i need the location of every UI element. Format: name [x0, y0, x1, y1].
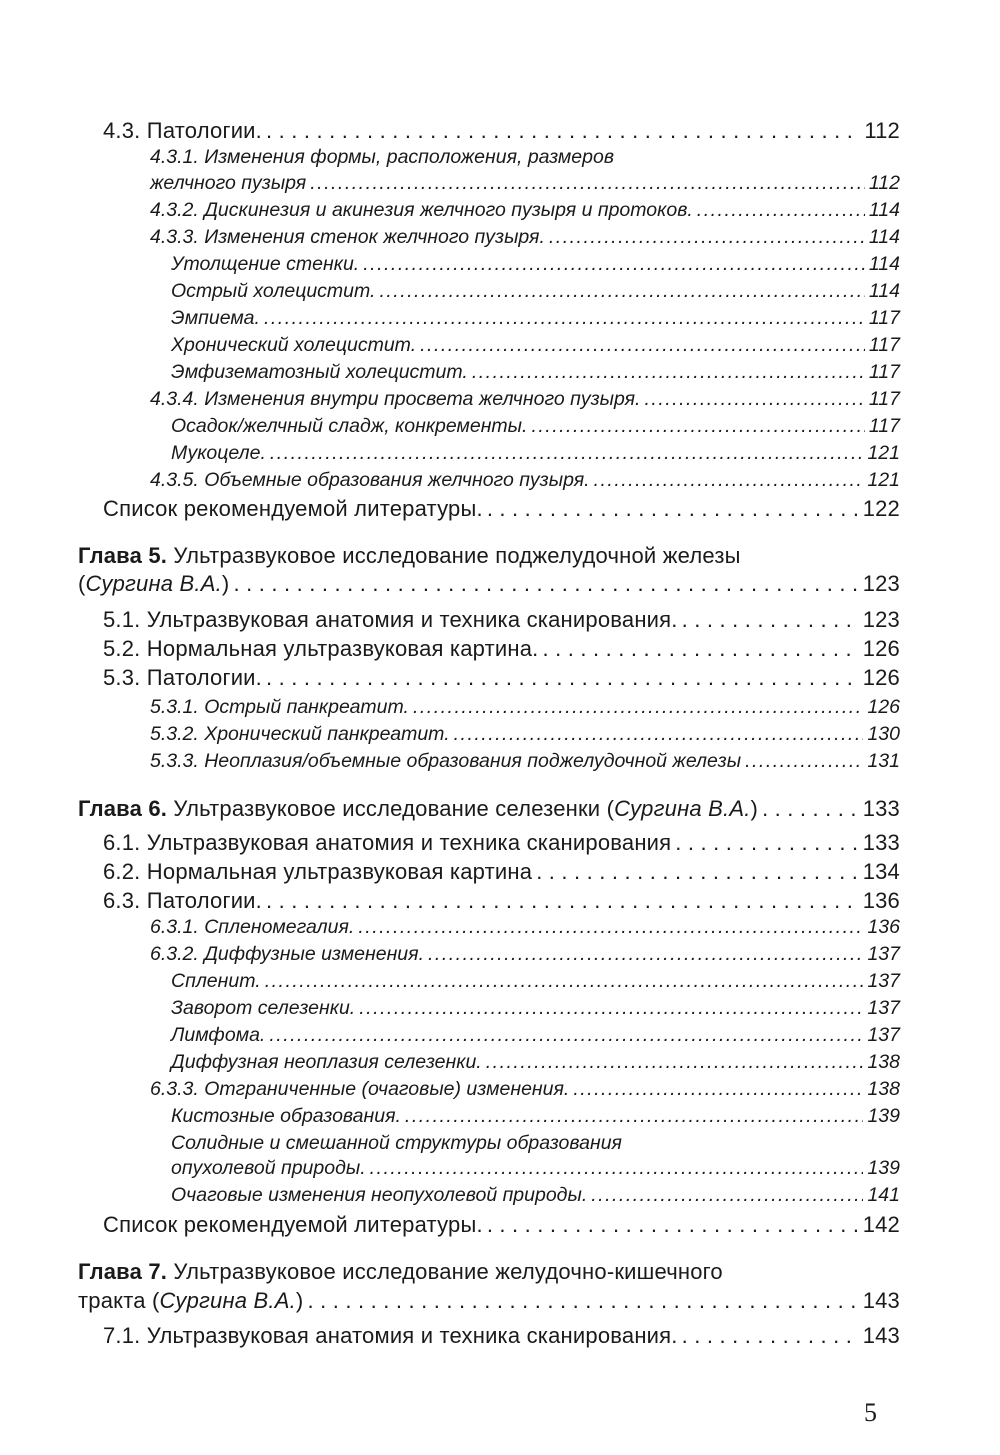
toc-page-number: 114: [868, 253, 900, 275]
dot-leader: [543, 636, 859, 662]
dot-leader: [379, 280, 864, 303]
toc-entry-title: Острый холецистит.: [171, 280, 376, 302]
toc-entry: [171, 361, 900, 384]
dot-leader: [428, 943, 863, 966]
toc-entry: [103, 859, 900, 885]
toc-entry-title: Список рекомендуемой литературы.: [103, 496, 483, 521]
toc-page-number: 121: [867, 442, 900, 464]
toc-entry-title: 4.3.5. Объемные образования желчного пузыря.: [150, 469, 590, 491]
toc-entry-title: 4.3.1. Изменения формы, расположения, размеров: [150, 146, 615, 168]
toc-entry: [171, 1051, 900, 1074]
toc-entry: [103, 665, 900, 691]
dot-leader: [420, 334, 865, 357]
toc-entry: [171, 1184, 900, 1207]
toc-entry-title: желчного пузыря: [150, 172, 307, 194]
toc-entry: [103, 496, 900, 522]
toc-page-number: 139: [867, 1105, 900, 1127]
toc-entry-title: (Сургина В.А.): [78, 571, 230, 596]
toc-entry-title: 5.3.1. Острый панкреатит.: [150, 696, 409, 718]
toc-page-number: 117: [868, 388, 900, 410]
toc-entry-title: Мукоцеле.: [171, 442, 266, 464]
dot-leader: [573, 1078, 863, 1101]
toc-entry: [103, 830, 900, 856]
toc-page-number: 133: [862, 796, 900, 821]
toc-page-number: 117: [868, 415, 900, 437]
toc-entry-title: 6.3. Патологии.: [103, 888, 262, 913]
toc-entry-title: Солидные и смешанной структуры образования: [171, 1132, 622, 1154]
author: Сургина В.А.: [614, 796, 751, 821]
toc-page-number: 126: [862, 665, 900, 690]
dot-leader: [454, 723, 864, 746]
dot-leader: [359, 997, 863, 1020]
page-number: 5: [864, 1398, 877, 1427]
toc-entry: [150, 226, 900, 249]
toc-page-number: 126: [862, 636, 900, 661]
toc-entry: [150, 723, 900, 746]
dot-leader: [310, 172, 865, 195]
toc-entry-title: 5.3. Патологии.: [103, 665, 262, 690]
toc-entry: [150, 146, 900, 169]
toc-page-number: 112: [868, 172, 900, 194]
toc-page-number: 143: [862, 1288, 900, 1313]
toc-entry: [103, 1323, 900, 1349]
dot-leader: [266, 888, 859, 914]
dot-leader: [413, 696, 863, 719]
toc-entry-title: 6.1. Ультразвуковая анатомия и техника сканирования: [103, 830, 672, 855]
toc-entry: [150, 199, 900, 222]
dot-leader: [405, 1105, 864, 1128]
toc-entry: [150, 696, 900, 719]
toc-page-number: 131: [867, 750, 900, 772]
toc-page-number: 126: [867, 696, 900, 718]
toc-entry-title: Утолщение стенки.: [171, 253, 360, 275]
chapter-heading: [78, 543, 900, 569]
dot-leader: [745, 750, 863, 773]
toc-entry: [150, 943, 900, 966]
dot-leader: [270, 442, 864, 465]
dot-leader: [269, 1024, 863, 1047]
toc-entry: [103, 888, 900, 914]
toc-entry: [103, 1212, 900, 1238]
toc-entry: [150, 388, 900, 411]
toc-entry-title: Глава 6. Ультразвуковое исследование селезенки (Сургина В.А.): [78, 796, 759, 821]
toc-page-number: 117: [868, 361, 900, 383]
dot-leader: [536, 859, 859, 885]
chapter-heading: [78, 1259, 900, 1285]
dot-leader: [531, 415, 864, 438]
chapter-label: Глава 7.: [78, 1259, 168, 1284]
dot-leader: [487, 496, 859, 522]
dot-leader: [549, 226, 865, 249]
dot-leader: [682, 1323, 859, 1349]
toc-entry: [171, 280, 900, 303]
toc-entry: [171, 307, 900, 330]
toc-page-number: 114: [868, 280, 900, 302]
toc-page-number: 137: [867, 997, 900, 1019]
dot-leader: [675, 830, 858, 856]
toc-entry: [171, 1024, 900, 1047]
toc-page-number: 137: [867, 1024, 900, 1046]
toc-page-number: 134: [862, 859, 900, 884]
dot-leader: [591, 1184, 863, 1207]
toc-entry: [171, 970, 900, 993]
toc-entry: [150, 750, 900, 773]
author: Сургина В.А.: [159, 1288, 296, 1313]
toc-page-number: 123: [862, 571, 900, 596]
toc-page-number: 136: [867, 916, 900, 938]
toc-entry: [150, 916, 900, 939]
chapter-heading: [78, 796, 900, 822]
toc-page-number: 130: [867, 723, 900, 745]
toc-page-number: 112: [864, 118, 900, 143]
dot-leader: [265, 970, 864, 993]
dot-leader: [266, 118, 860, 144]
toc-entry-title: 6.2. Нормальная ультразвуковая картина: [103, 859, 533, 884]
toc-page-number: 139: [867, 1157, 900, 1179]
toc-entry-title: 6.3.1. Спленомегалия.: [150, 916, 355, 938]
toc-entry: [171, 442, 900, 465]
chapter-label: Глава 6.: [78, 796, 168, 821]
toc-entry-title: Эмпиема.: [171, 307, 260, 329]
toc-entry: [103, 607, 900, 633]
toc-entry: [171, 1132, 900, 1155]
toc-entry: [103, 118, 900, 144]
toc-entry-title: опухолевой природы.: [171, 1157, 366, 1179]
toc-entry: [103, 636, 900, 662]
toc-entry-title: 6.3.2. Диффузные изменения.: [150, 943, 424, 965]
toc-page-number: 133: [862, 830, 900, 855]
toc-entry-title: Хронический холецистит.: [171, 334, 417, 356]
toc-page-number: 137: [867, 970, 900, 992]
toc-entry-title: Глава 5. Ультразвуковое исследование поджелудочной железы: [78, 543, 741, 568]
toc-entry-title: 4.3.2. Дискинезия и акинезия желчного пузыря и протоков.: [150, 199, 693, 221]
dot-leader: [233, 571, 858, 597]
toc-entry-title: 5.1. Ультразвуковая анатомия и техника сканирования.: [103, 607, 678, 632]
toc-page-number: 117: [868, 307, 900, 329]
toc-entry-title: 7.1. Ультразвуковая анатомия и техника сканирования.: [103, 1323, 678, 1348]
toc-entry-title: 6.3.3. Отграниченные (очаговые) изменения.: [150, 1078, 570, 1100]
chapter-heading: [78, 1288, 900, 1314]
toc-page-number: 138: [867, 1078, 900, 1100]
chapter-label: Глава 5.: [78, 543, 168, 568]
toc-entry-title: Кистозные образования.: [171, 1105, 401, 1127]
toc-page-number: 122: [862, 496, 900, 521]
dot-leader: [307, 1288, 858, 1314]
toc-page-number: 114: [868, 199, 900, 221]
author: Сургина В.А.: [85, 571, 222, 596]
toc-entry-title: Заворот селезенки.: [171, 997, 356, 1019]
dot-leader: [266, 665, 859, 691]
toc-entry: [171, 253, 900, 276]
toc-entry-title: Диффузная неоплазия селезенки.: [171, 1051, 482, 1073]
toc-entry: [150, 172, 900, 195]
toc-page-number: 117: [868, 334, 900, 356]
toc-entry-title: Список рекомендуемой литературы.: [103, 1212, 483, 1237]
toc-entry-title: 4.3. Патологии.: [103, 118, 262, 143]
toc-entry-title: 4.3.4. Изменения внутри просвета желчного пузыря.: [150, 388, 641, 410]
toc-page-number: 114: [868, 226, 900, 248]
dot-leader: [682, 607, 859, 633]
toc-page-number: 141: [867, 1184, 900, 1206]
dot-leader: [363, 253, 865, 276]
dot-leader: [358, 916, 863, 939]
dot-leader: [486, 1051, 864, 1074]
toc-entry-title: 4.3.3. Изменения стенок желчного пузыря.: [150, 226, 545, 248]
toc-entry-title: Эмфизематозный холецистит.: [171, 361, 468, 383]
toc-entry-title: Глава 7. Ультразвуковое исследование желудочно-кишечного: [78, 1259, 723, 1284]
toc-entry: [171, 997, 900, 1020]
dot-leader: [697, 199, 865, 222]
toc-entry-title: 5.3.3. Неоплазия/объемные образования поджелудочной железы: [150, 750, 742, 772]
dot-leader: [370, 1157, 864, 1180]
toc-entry: [150, 1078, 900, 1101]
toc-entry-title: 5.3.2. Хронический панкреатит.: [150, 723, 450, 745]
toc-page-number: 143: [862, 1323, 900, 1348]
toc-page-number: 121: [867, 469, 900, 491]
toc-page-number: 136: [862, 888, 900, 913]
toc-page-number: 137: [867, 943, 900, 965]
dot-leader: [472, 361, 865, 384]
dot-leader: [762, 796, 859, 822]
toc-entry-title: 5.2. Нормальная ультразвуковая картина.: [103, 636, 539, 661]
toc-entry: [150, 469, 900, 492]
toc-page-number: 138: [867, 1051, 900, 1073]
toc-entry: [171, 334, 900, 357]
dot-leader: [487, 1212, 859, 1238]
toc-entry-title: Спленит.: [171, 970, 261, 992]
toc-entry-title: тракта (Сургина В.А.): [78, 1288, 304, 1313]
toc-page-number: 123: [862, 607, 900, 632]
toc-entry-title: Осадок/желчный сладж, конкременты.: [171, 415, 528, 437]
chapter-heading: [78, 571, 900, 597]
dot-leader: [644, 388, 864, 411]
toc-page-number: 142: [862, 1212, 900, 1237]
toc-entry: [171, 1157, 900, 1180]
toc-entry: [171, 415, 900, 438]
dot-leader: [594, 469, 864, 492]
dot-leader: [264, 307, 865, 330]
toc-entry-title: Очаговые изменения неопухолевой природы.: [171, 1184, 588, 1206]
toc-entry-title: Лимфома.: [171, 1024, 266, 1046]
toc-entry: [171, 1105, 900, 1128]
